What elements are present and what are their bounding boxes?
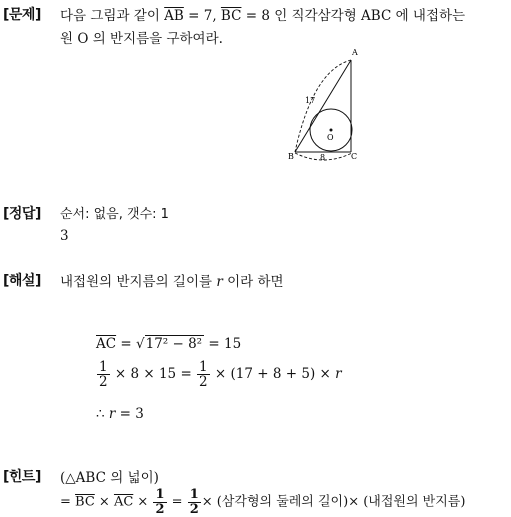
problem-label: [문제] [3,7,41,23]
problem-text-pre: 다음 그림과 같이 [60,8,165,24]
label-c: C [351,152,358,161]
answer-value: 3 [60,228,69,244]
sqrt-expression: √17² − 8² [136,336,203,352]
side-ab [295,60,351,152]
eq1-rhs: = 15 [204,336,242,352]
var-r: r [216,274,223,290]
explanation-line-1 [60,270,284,290]
hint-line-1: (△ABC 의 넓이) [60,470,159,486]
frac-den: 2 [99,374,108,391]
var-r-3: r [108,406,116,422]
hint-equals: = [60,494,76,510]
frac2-num: 1 [199,359,208,375]
hint-segment-bc: $\overline{BC}$ [75,494,95,510]
label-b: B [288,152,294,161]
eq1-equals: = [116,336,136,352]
center-point [330,129,333,132]
equation-3 [96,406,144,422]
label-17: 17 [305,96,316,105]
answer-line-1: 순서: 없음, 갯수: 1 [60,207,169,222]
hint-segment-ac: $\overline{AC}$ [113,494,134,510]
hint-frac2-num: 1 [189,487,199,502]
hint-tail: × (삼각형의 둘레의 길이)× (내접원의 반지름) [201,494,466,510]
answer-label: [정답] [3,206,41,222]
hint-times-2: × [133,494,153,510]
hint-label: [힌트] [3,469,41,485]
fraction-half-2 [197,360,210,389]
label-o: O [327,133,334,142]
problem-eq7: = 7, [183,8,221,24]
hint-fraction-2 [188,488,201,516]
label-a: A [352,48,358,57]
hint-frac-den: 2 [155,501,165,517]
eq2-post: × (17 + 8 + 5) × [210,366,336,383]
explanation-label: [해설] [3,273,41,289]
radicand: 17² − 8² [145,336,203,352]
hint-eq-sign: = [167,494,187,510]
label-8: 8 [320,153,326,162]
eq3-post: = 3 [115,406,144,422]
hint-line-2 [60,488,465,516]
triangle-figure [285,45,365,165]
var-r-2: r [335,366,342,383]
segment-ac: $\overline{AC}$ [96,336,117,352]
frac2-den: 2 [199,374,208,391]
explanation-text-post: 이라 하면 [222,274,284,290]
hint-frac-num: 1 [155,487,165,502]
hint-frac2-den: 2 [189,501,199,517]
segment-bc: $\overline{BC}$ [220,8,242,24]
hint-times-1: × [94,494,114,510]
frac-num: 1 [99,359,108,375]
equation-2 [96,360,342,389]
hint-fraction [153,488,166,516]
problem-line-2: 원 O 의 반지름을 구하여라. [60,31,223,47]
fraction-half [97,360,110,389]
problem-eq8: = 8 인 직각삼각형 ABC 에 내접하는 [241,8,466,24]
equation-1 [96,336,241,352]
eq2-mid: × 8 × 15 = [110,366,197,383]
therefore-symbol: ∴ [96,406,109,422]
problem-line-1 [60,4,465,24]
explanation-text-pre: 내접원의 반지름의 길이를 [60,274,217,290]
segment-ab: $\overline{AB}$ [164,8,184,24]
